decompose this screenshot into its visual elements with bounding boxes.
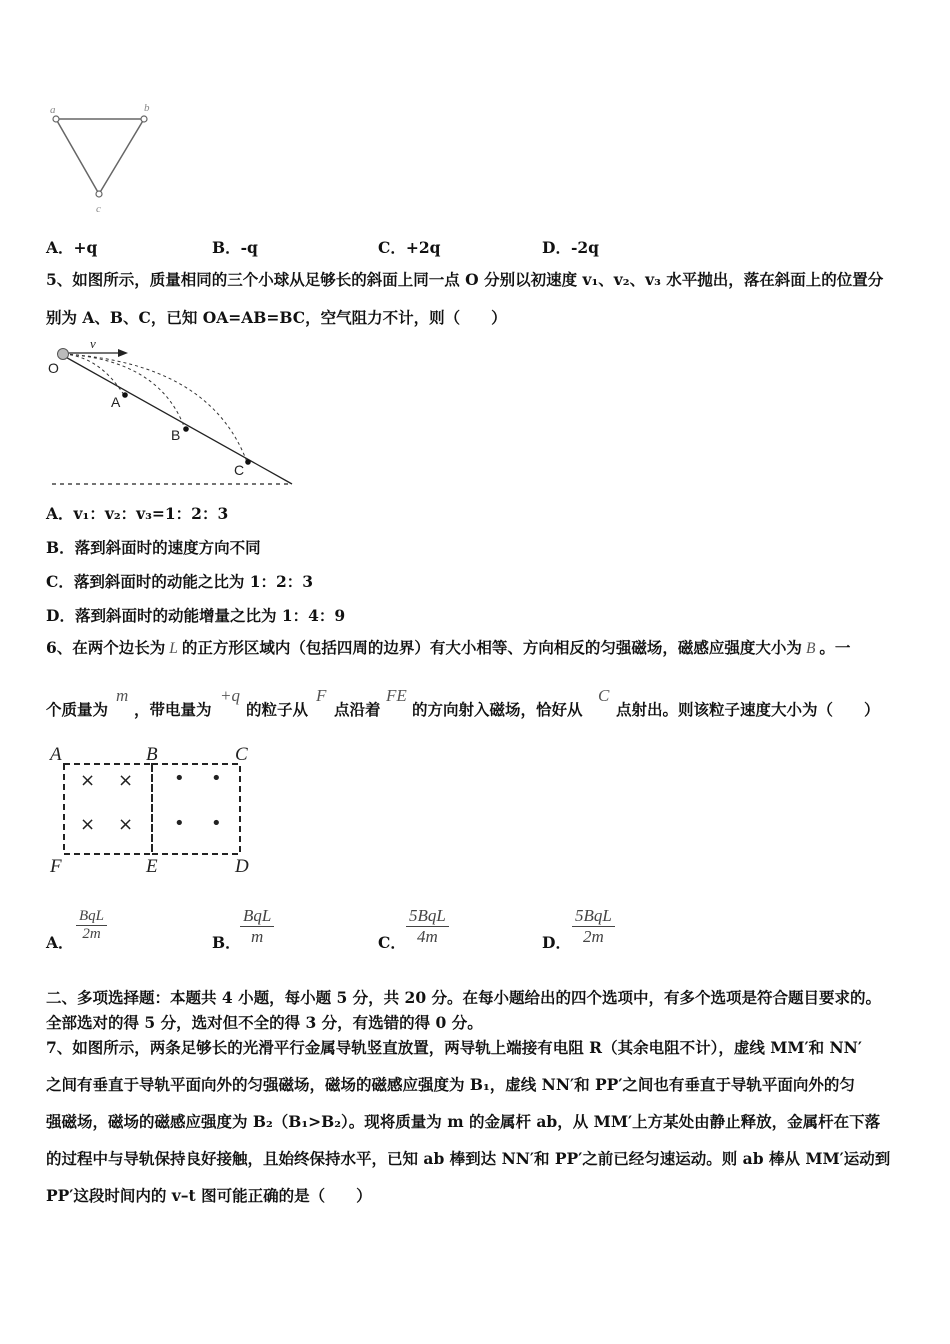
q5-stem-line1: 5、如图所示，质量相同的三个小球从足够长的斜面上同一点 O 分别以初速度 v₁、v₂、v₃ 水平抛出，落在斜面上的位置分	[46, 270, 884, 289]
symbol-q: +q	[220, 686, 240, 705]
denominator: 4m	[417, 927, 438, 946]
q6-option-d-fraction[interactable]	[572, 906, 615, 947]
q6-option-a-label[interactable]: A．	[46, 933, 74, 952]
label-B: B	[171, 427, 181, 443]
numerator: 5BqL	[406, 906, 449, 927]
field-into-page: ×	[80, 814, 96, 835]
symbol-FE: FE	[386, 686, 407, 705]
denominator: 2m	[82, 926, 101, 942]
q4-option-b[interactable]: B．-q	[212, 238, 258, 257]
symbol-B: B	[805, 640, 816, 657]
symbol-m: m	[116, 686, 129, 705]
incline-figure	[40, 335, 310, 490]
left-square	[64, 764, 152, 854]
q6-option-b-fraction[interactable]	[240, 906, 274, 947]
field-out-of-page: •	[211, 768, 222, 789]
corner-label-B: B	[146, 744, 158, 765]
q7-stem-line5: PP′这段时间内的 v–t 图可能正确的是（ ）	[46, 1186, 372, 1205]
triangle-side-bc	[99, 119, 144, 194]
symbol-C: C	[598, 686, 610, 705]
q6-text: ，带电量为	[134, 700, 212, 719]
section2-header-line1: 二、多项选择题：本题共 4 小题，每小题 5 分，共 20 分。在每小题给出的四个选项中，有多个选项是符合题目要求的。	[46, 988, 882, 1007]
point-b	[141, 116, 147, 122]
label-a: a	[50, 104, 56, 116]
q6-stem-line1	[46, 638, 850, 659]
q6-text: 的粒子从	[246, 700, 309, 719]
q6-text: 点射出。则该粒子速度大小为（ ）	[616, 700, 880, 719]
q4-option-c[interactable]: C．+2q	[378, 238, 441, 257]
field-into-page: ×	[118, 814, 134, 835]
corner-label-C: C	[235, 744, 248, 765]
label-A: A	[111, 394, 121, 410]
field-out-of-page: •	[174, 768, 185, 789]
q4-option-d[interactable]: D．-2q	[542, 238, 599, 257]
q7-stem-line4: 的过程中与导轨保持良好接触，且始终保持水平，已知 ab 棒到达 NN′和 PP′之前已经匀速运动。则 ab 棒从 MM′运动到	[46, 1149, 891, 1168]
numerator: BqL	[240, 906, 274, 927]
triangle-figure	[40, 100, 170, 220]
point-B	[183, 426, 189, 432]
q6-text: 个质量为	[46, 700, 109, 719]
velocity-arrowhead	[118, 349, 128, 357]
label-v: v	[90, 336, 96, 351]
q6-text: 点沿着	[334, 700, 381, 719]
label-O: O	[48, 360, 59, 376]
denominator: 2m	[583, 927, 604, 946]
point-a	[53, 116, 59, 122]
q6-text: 6、在两个边长为	[46, 638, 166, 657]
q7-stem-line3: 强磁场，磁场的磁感应强度为 B₂（B₁>B₂）。现将质量为 m 的金属杆 ab，从 MM′上方某处由静止释放，金属杆在下落	[46, 1112, 881, 1131]
q5-option-d[interactable]: D．落到斜面时的动能增量之比为 1：4：9	[46, 606, 346, 625]
field-into-page: ×	[118, 770, 134, 791]
field-out-of-page: •	[211, 813, 222, 834]
trajectory-a	[64, 354, 124, 395]
section2-header-line2: 全部选对的得 5 分，选对但不全的得 3 分，有选错的得 0 分。	[46, 1013, 483, 1032]
q5-option-b[interactable]: B．落到斜面时的速度方向不同	[46, 538, 261, 557]
q6-option-a-fraction[interactable]	[76, 908, 107, 943]
field-out-of-page: •	[174, 813, 185, 834]
right-square	[152, 764, 240, 854]
q6-option-d-label[interactable]: D．	[542, 933, 571, 952]
corner-label-A: A	[50, 744, 62, 765]
label-b: b	[144, 102, 150, 114]
symbol-F: F	[316, 686, 327, 705]
numerator: 5BqL	[572, 906, 615, 927]
triangle-side-ac	[56, 119, 99, 194]
corner-label-F: F	[50, 856, 62, 877]
symbol-L: L	[169, 640, 178, 657]
q6-option-c-label[interactable]: C．	[378, 933, 406, 952]
q5-option-c[interactable]: C．落到斜面时的动能之比为 1：2：3	[46, 572, 314, 591]
corner-label-E: E	[146, 856, 158, 877]
q6-text: 。一	[819, 638, 851, 657]
numerator: BqL	[76, 908, 107, 926]
label-c: c	[96, 203, 101, 215]
point-C	[245, 459, 251, 465]
q6-option-c-fraction[interactable]	[406, 906, 449, 947]
point-A	[122, 392, 128, 398]
q7-stem-line1: 7、如图所示，两条足够长的光滑平行金属导轨竖直放置，两导轨上端接有电阻 R（其余电阻不计），虚线 MM′和 NN′	[46, 1038, 862, 1057]
field-into-page: ×	[80, 770, 96, 791]
q6-text: 的方向射入磁场，恰好从	[412, 700, 583, 719]
magnetic-field-figure	[40, 738, 270, 878]
trajectory-b	[64, 354, 185, 429]
q7-stem-line2: 之间有垂直于导轨平面向外的匀强磁场，磁场的磁感应强度为 B₁，虚线 NN′和 PP′之间也有垂直于导轨平面向外的匀	[46, 1075, 855, 1094]
label-C: C	[234, 462, 245, 478]
corner-label-D: D	[235, 856, 249, 877]
q4-option-a[interactable]: A．+q	[46, 238, 98, 257]
q6-text: 的正方形区域内（包括四周的边界）有大小相等、方向相反的匀强磁场，磁感应强度大小为	[181, 638, 802, 657]
incline-surface	[62, 355, 292, 484]
q5-option-a[interactable]: A．v₁：v₂：v₃=1：2：3	[46, 504, 229, 523]
point-c	[96, 191, 102, 197]
ball	[58, 349, 69, 360]
denominator: m	[251, 927, 264, 946]
q5-stem-line2: 别为 A、B、C，已知 OA=AB=BC，空气阻力不计，则（ ）	[46, 308, 507, 327]
q6-option-b-label[interactable]: B．	[212, 933, 241, 952]
